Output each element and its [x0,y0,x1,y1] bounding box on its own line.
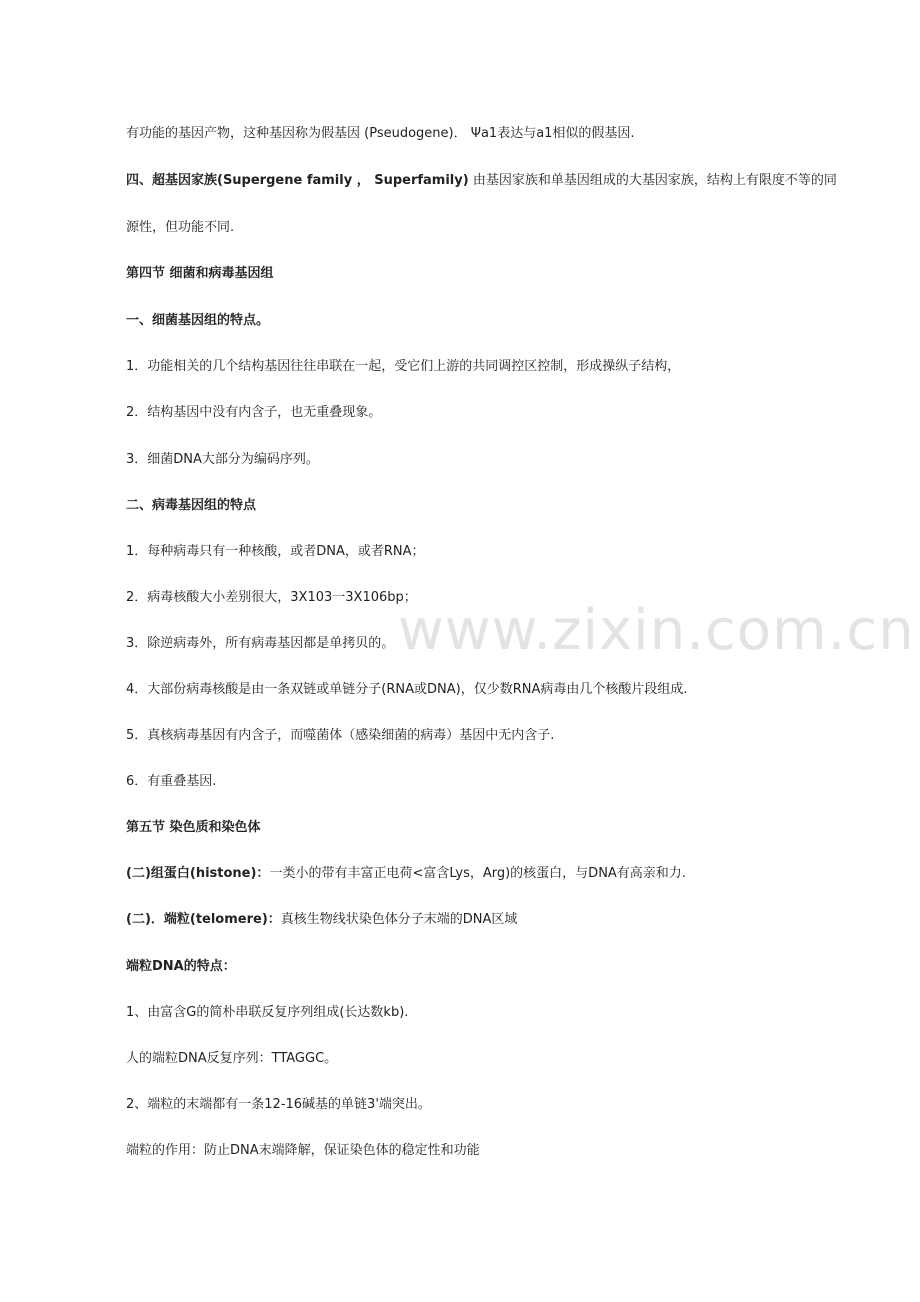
line-text: 4．大部份病毒核酸是由一条双链或单链分子(RNA或DNA)，仅少数RNA病毒由几个核酸片段组成. [126,682,688,697]
paragraph-line [126,1049,846,1069]
paragraph-line [126,1003,846,1023]
paragraph-line [126,588,846,608]
line-text: 有功能的基因产物，这种基因称为假基因 (Pseudogene)． Ψa1表达与a1相似的假基因. [126,126,635,141]
paragraph-line [126,1141,846,1161]
heading-text: 一、细菌基因组的特点。 [126,313,270,328]
paragraph-line [126,450,846,470]
paragraph-line [126,910,846,930]
line-text: 1、由富含G的简朴串联反复序列组成(长达数kb). [126,1005,409,1020]
line-text: 由基因家族和单基因组成的大基因家族，结构上有限度不等的同 [468,173,837,188]
watermark: www.zixin.com.cn [398,598,915,663]
line-text: 2．病毒核酸大小差别很大，3X103一3X106bp； [126,590,417,605]
paragraph-line [126,403,846,423]
line-text: 人的端粒DNA反复序列：TTAGGC。 [126,1051,338,1066]
line-text: 1．每种病毒只有一种核酸，或者DNA，或者RNA； [126,544,425,559]
section-heading [126,311,846,331]
line-bold-text: (二)组蛋白(histone)： [126,866,270,881]
section-heading [126,496,846,516]
line-text: 源性，但功能不同. [126,220,235,235]
line-bold-text: 四、超基因家族(Supergene family ， Superfamily) [126,173,469,188]
paragraph-line [126,124,846,144]
section-heading [126,818,846,838]
line-text: 3．细菌DNA大部分为编码序列。 [126,452,319,467]
paragraph-line [126,634,846,654]
paragraph-line [126,726,846,746]
line-bold-text: (二)．端粒(telomere)： [126,912,281,927]
paragraph-line [126,772,846,792]
heading-text: 第五节 染色质和染色体 [126,820,261,835]
line-text: 一类小的带有丰富正电荷<富含Lys，Arg)的核蛋白，与DNA有高亲和力. [269,866,686,881]
line-text: 端粒的作用：防止DNA末端降解，保证染色体的稳定性和功能 [126,1143,480,1158]
line-text: 3．除逆病毒外，所有病毒基因都是单拷贝的。 [126,636,395,651]
paragraph-line [126,542,846,562]
heading-text: 二、病毒基因组的特点 [126,498,257,513]
section-heading [126,957,846,977]
paragraph-line [126,171,846,191]
heading-text: 端粒DNA的特点： [126,959,236,974]
line-text: 2．结构基因中没有内含子，也无重叠现象。 [126,405,382,420]
paragraph-line [126,1095,846,1115]
line-text: 6．有重叠基因. [126,774,217,789]
heading-text: 第四节 细菌和病毒基因组 [126,266,274,281]
paragraph-line [126,357,846,377]
line-text: 5．真核病毒基因有内含子，而噬菌体（感染细菌的病毒）基因中无内含子. [126,728,555,743]
line-text: 真核生物线状染色体分子末端的DNA区域 [280,912,518,927]
line-text: 2、端粒的末端都有一条12-16碱基的单链3'端突出。 [126,1097,431,1112]
paragraph-line [126,680,846,700]
paragraph-line [126,864,846,884]
section-heading [126,264,846,284]
paragraph-line [126,218,846,238]
line-text: 1．功能相关的几个结构基因往往串联在一起，受它们上游的共同调控区控制，形成操纵子结构， [126,359,681,374]
